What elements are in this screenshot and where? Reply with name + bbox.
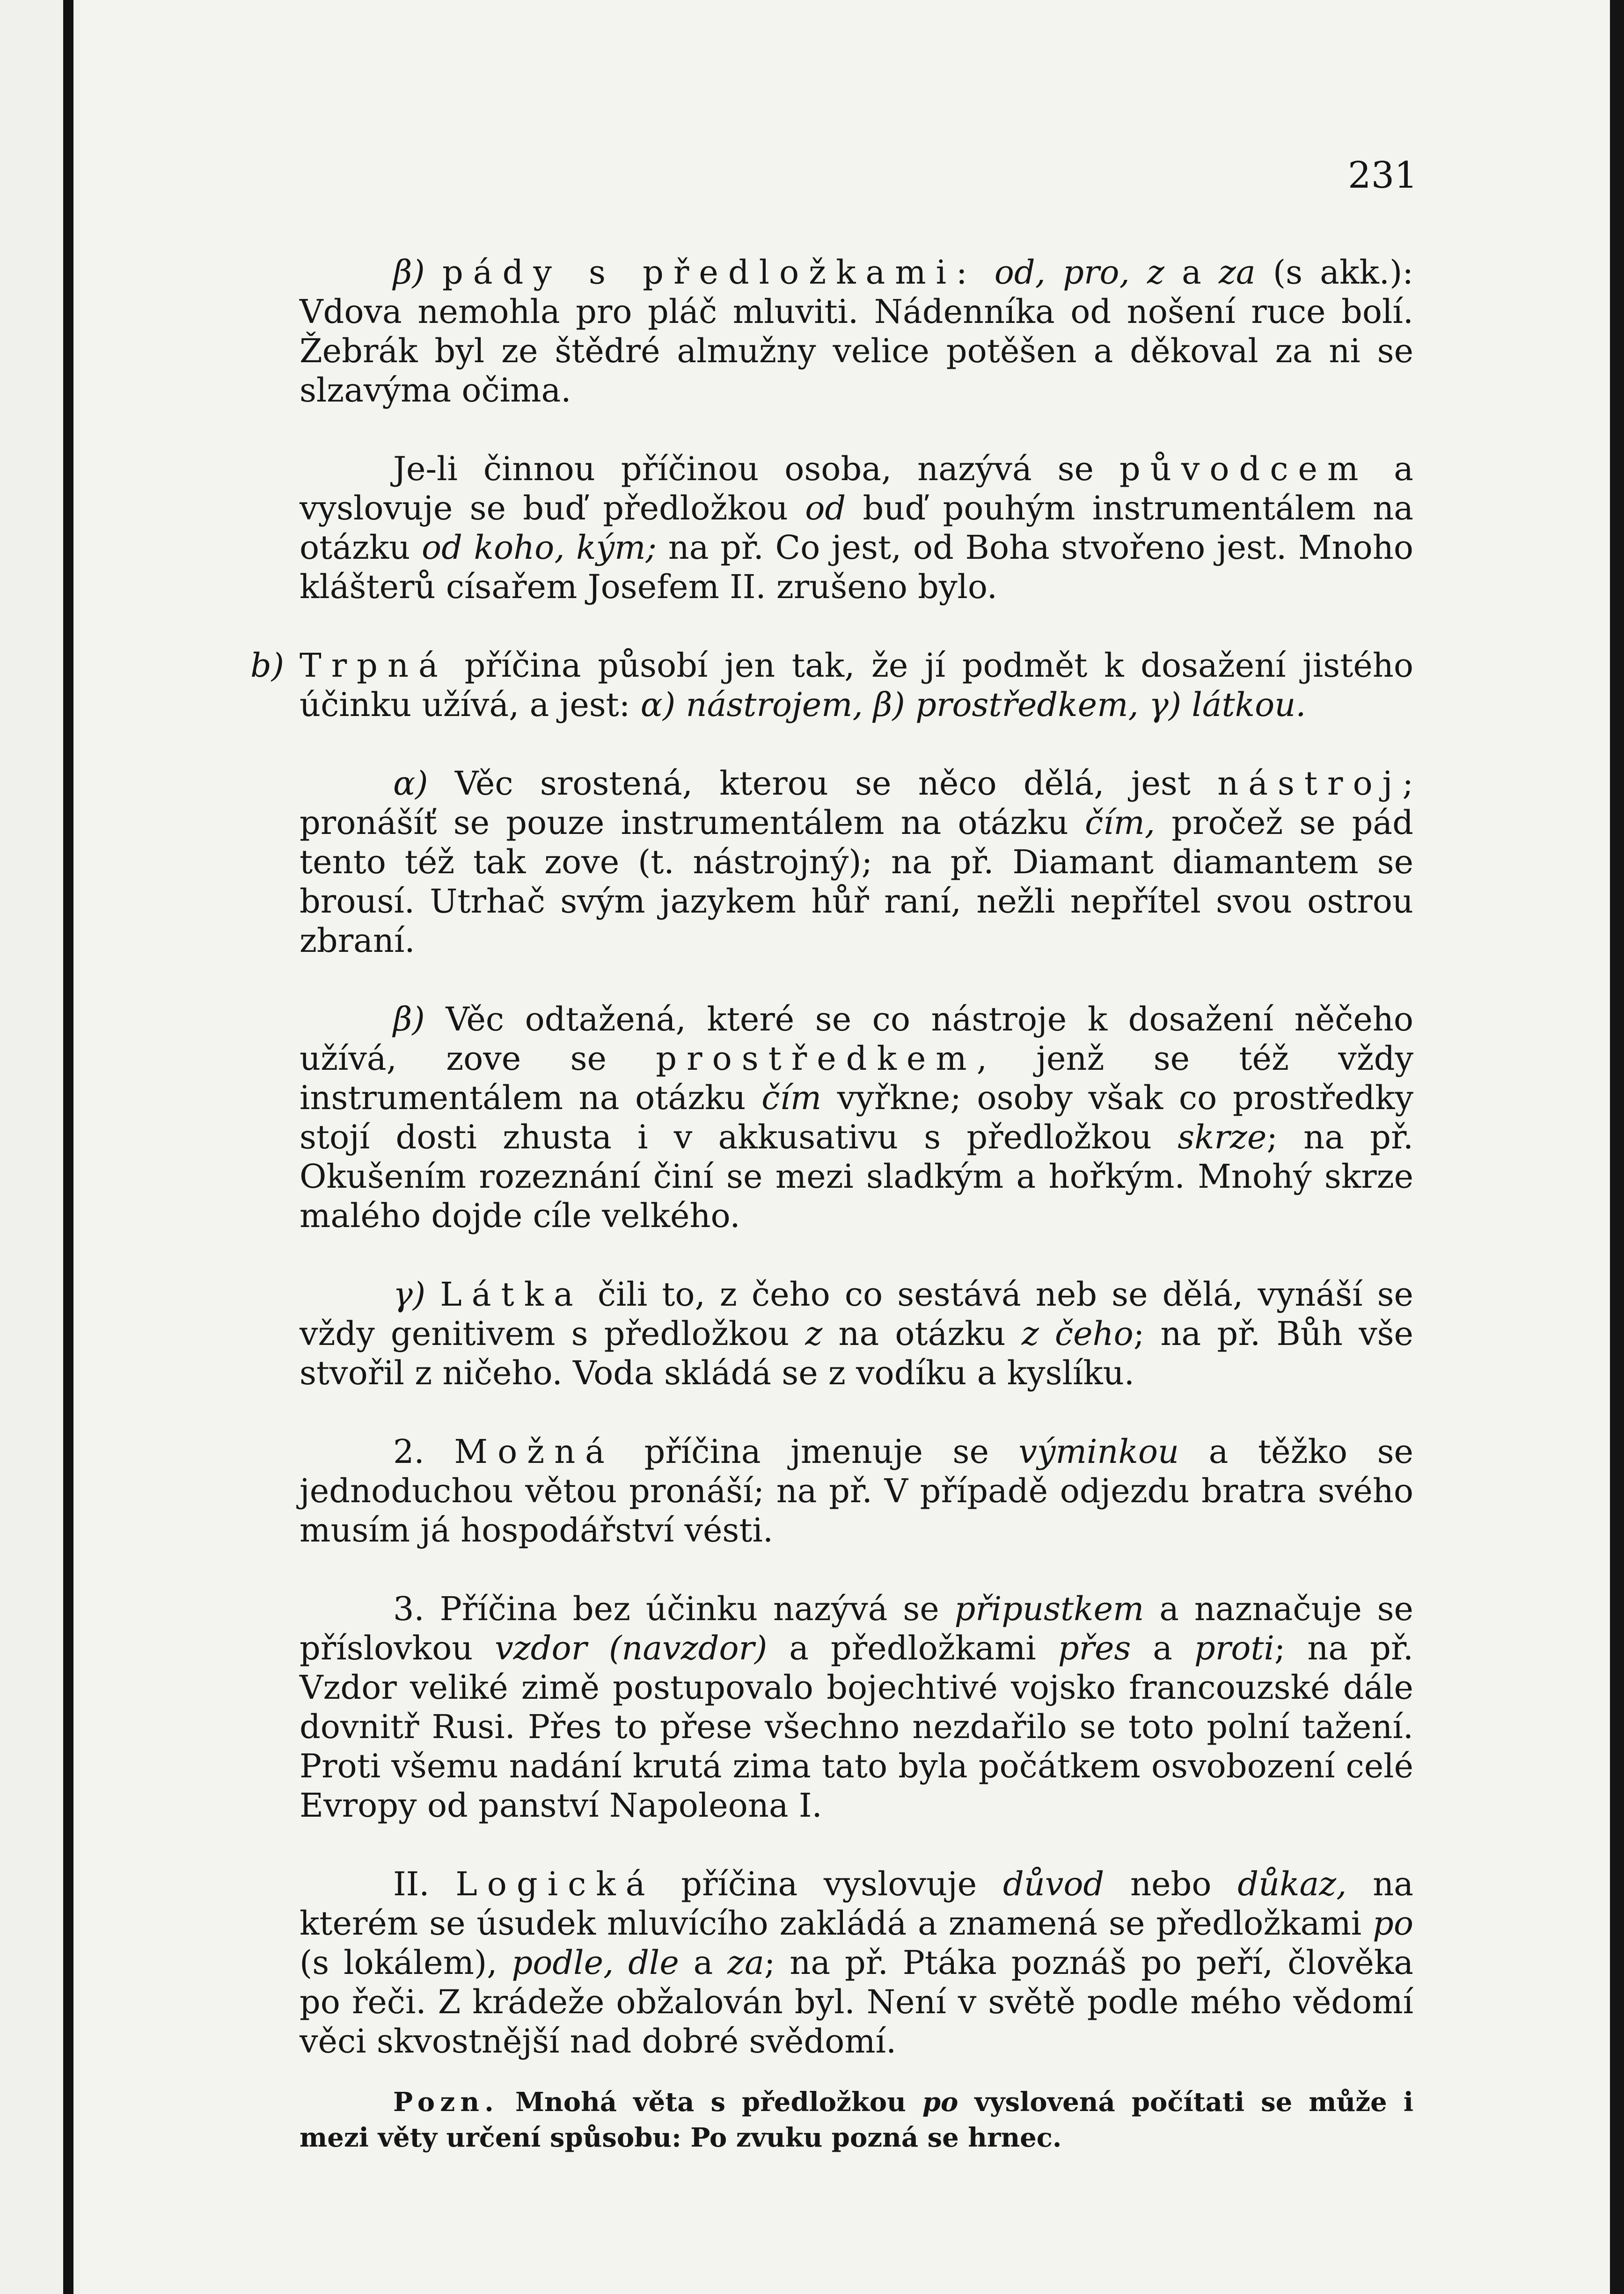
paragraph-alpha-instrument: α) Věc srostená, kterou se něco dělá, jest nástroj; pronášíť se pouze instrumentálem na otázku čím, pročež se pád tento též tak zove (t. nástrojný); na př. Diamant diamantem se brousí. Utrhač svým jazykem hůř raní, nežli nepřítel svou ostrou zbraní.: [300, 764, 1413, 960]
item-marker: β): [393, 253, 425, 292]
footnote: Pozn. Mnohá věta s předložkou po vyslovená počítati se může i mezi věty určení spůsobu: Po zvuku pozná se hrnec.: [300, 2087, 1413, 2153]
item-marker: γ): [393, 1275, 426, 1314]
item-marker: α): [393, 764, 428, 803]
page-number: 231: [1348, 154, 1418, 197]
paragraph-gamma-material: γ) Látka čili to, z čeho co sestává neb se dělá, vynáší se vždy genitivem s předložkou z na otázku z čeho; na př. Bůh vše stvořil z ničeho. Voda skládá se z vodíku a kyslíku.: [300, 1275, 1413, 1392]
paragraph-beta-prepositions: β) pády s předložkami: od, pro, z a za (s akk.): Vdova nemohla pro pláč mluviti. Nádenníka od nošení ruce bolí. Žebrák byl ze štědré almužny velice potěšen a děkoval za ni se slzavýma očima.: [300, 253, 1413, 409]
paragraph-b-passive-cause: b) Trpná příčina působí jen tak, že jí podmět k dosažení jistého účinku užívá, a jest: α) nástrojem, β) prostředkem, γ) látkou.: [250, 646, 1413, 724]
paragraph-agent: Je-li činnou příčinou osoba, nazývá se původcem a vyslovuje se buď předložkou od buď pouhým instrumentálem na otázku od koho, kým; na př. Co jest, od Boha stvořeno jest. Mnoho klášterů císařem Josefem II. zrušeno bylo.: [300, 450, 1413, 606]
item-marker: β): [393, 1000, 425, 1038]
scan-right-edge: [1610, 0, 1624, 2294]
scan-binding-edge: [63, 0, 73, 2294]
paragraph-beta-means: β) Věc odtažená, které se co nástroje k dosažení něčeho užívá, zove se prostředkem, jenž se též vždy instrumentálem na otázku čím vyřkne; osoby však co prostředky stojí dosti zhusta i v akkusativu s předložkou skrze; na př. Okušením rozeznání činí se mezi sladkým a hořkým. Mnohý skrze malého dojde cíle velkého.: [300, 1000, 1413, 1235]
item-marker: b): [250, 646, 285, 685]
paragraph-2-possible-cause: 2. Možná příčina jmenuje se výminkou a těžko se jednoduchou větou pronáší; na př. V případě odjezdu bratra svého musím já hospodářství vésti.: [300, 1432, 1413, 1549]
paragraph-3-concession: 3. Příčina bez účinku nazývá se připustkem a naznačuje se příslovkou vzdor (navzdor) a předložkami přes a proti; na př. Vzdor veliké zimě postupovalo bojechtivé vojsko francouzské dále dovnitř Rusi. Přes to přese všechno nezdařilo se toto polní tažení. Proti všemu nadání krutá zima tato byla počátkem osvobození celé Evropy od panství Napoleona I.: [300, 1590, 1413, 1825]
paragraph-ii-logical-cause: II. Logická příčina vyslovuje důvod nebo důkaz, na kterém se úsudek mluvícího zakládá a znamená se předložkami po (s lokálem), podle, dle a za; na př. Ptáka poznáš po peří, člověka po řeči. Z krádeže obžalován byl. Není v světě podle mého vědomí věci skvostnější nad dobré svědomí.: [300, 1865, 1413, 2060]
page-body: [250, 253, 1413, 2182]
